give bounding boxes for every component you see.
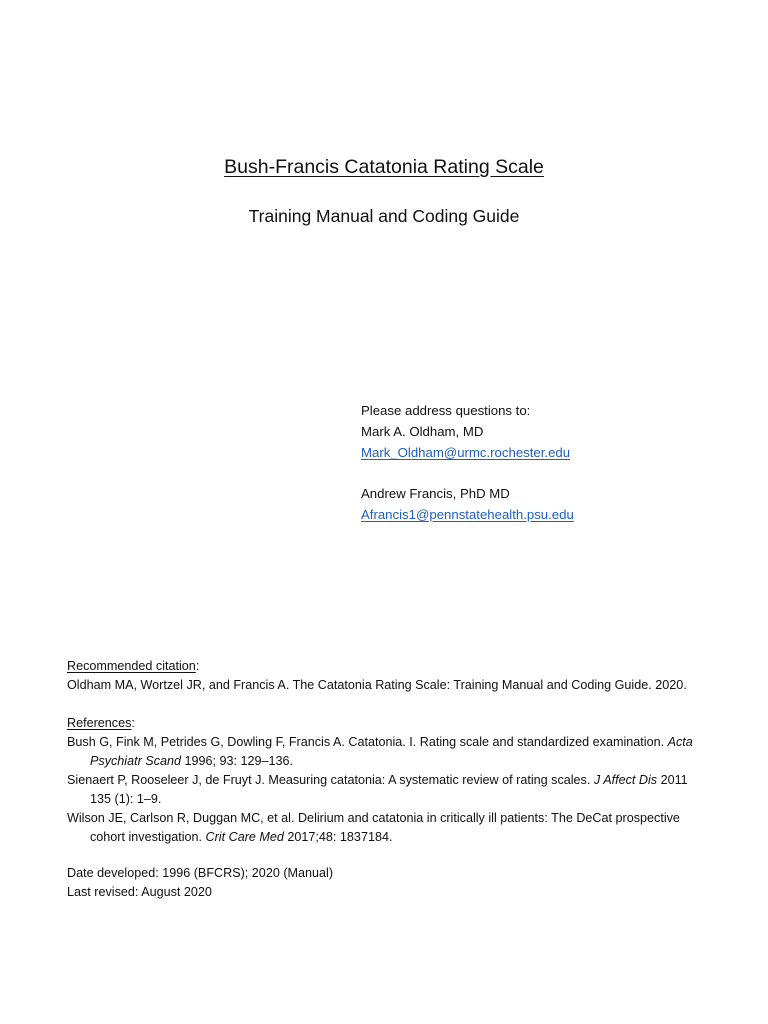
reference-item: Sienaert P, Rooseleer J, de Fruyt J. Measuring catatonia: A systematic review of rating scales. J Affect Dis 2011 135 (1): 1–9.	[67, 773, 688, 806]
contact-intro: Please address questions to:	[361, 403, 531, 418]
email-link-francis[interactable]: Afrancis1@pennstatehealth.psu.edu	[361, 507, 574, 522]
references-section	[67, 714, 707, 847]
citation-section	[67, 657, 707, 695]
citation-text: Oldham MA, Wortzel JR, and Francis A. The Catatonia Rating Scale: Training Manual and Coding Guide. 2020.	[67, 678, 687, 692]
document-title: Bush-Francis Catatonia Rating Scale	[224, 156, 544, 178]
reference-item: Bush G, Fink M, Petrides G, Dowling F, Francis A. Catatonia. I. Rating scale and standardized examination. Acta Psychiatr Scand 1996; 93: 129–136.	[67, 735, 693, 768]
contact-block	[361, 400, 574, 525]
reference-item: Wilson JE, Carlson R, Duggan MC, et al. Delirium and catatonia in critically ill patients: The DeCat prospective cohort investigation. Crit Care Med 2017;48: 1837184.	[67, 811, 680, 844]
date-developed: Date developed: 1996 (BFCRS); 2020 (Manual)	[67, 866, 334, 880]
citation-heading: Recommended citation	[67, 659, 196, 673]
contact-name-oldham: Mark A. Oldham, MD	[361, 424, 484, 439]
references-heading: References	[67, 716, 132, 730]
date-revised: Last revised: August 2020	[67, 885, 212, 899]
citation-heading-colon: :	[195, 659, 200, 673]
references-heading-colon: :	[131, 716, 135, 730]
dates-section	[67, 864, 707, 902]
contact-name-francis: Andrew Francis, PhD MD	[361, 486, 510, 501]
email-link-oldham[interactable]: Mark_Oldham@urmc.rochester.edu	[361, 445, 571, 460]
document-subtitle: Training Manual and Coding Guide	[248, 206, 520, 226]
